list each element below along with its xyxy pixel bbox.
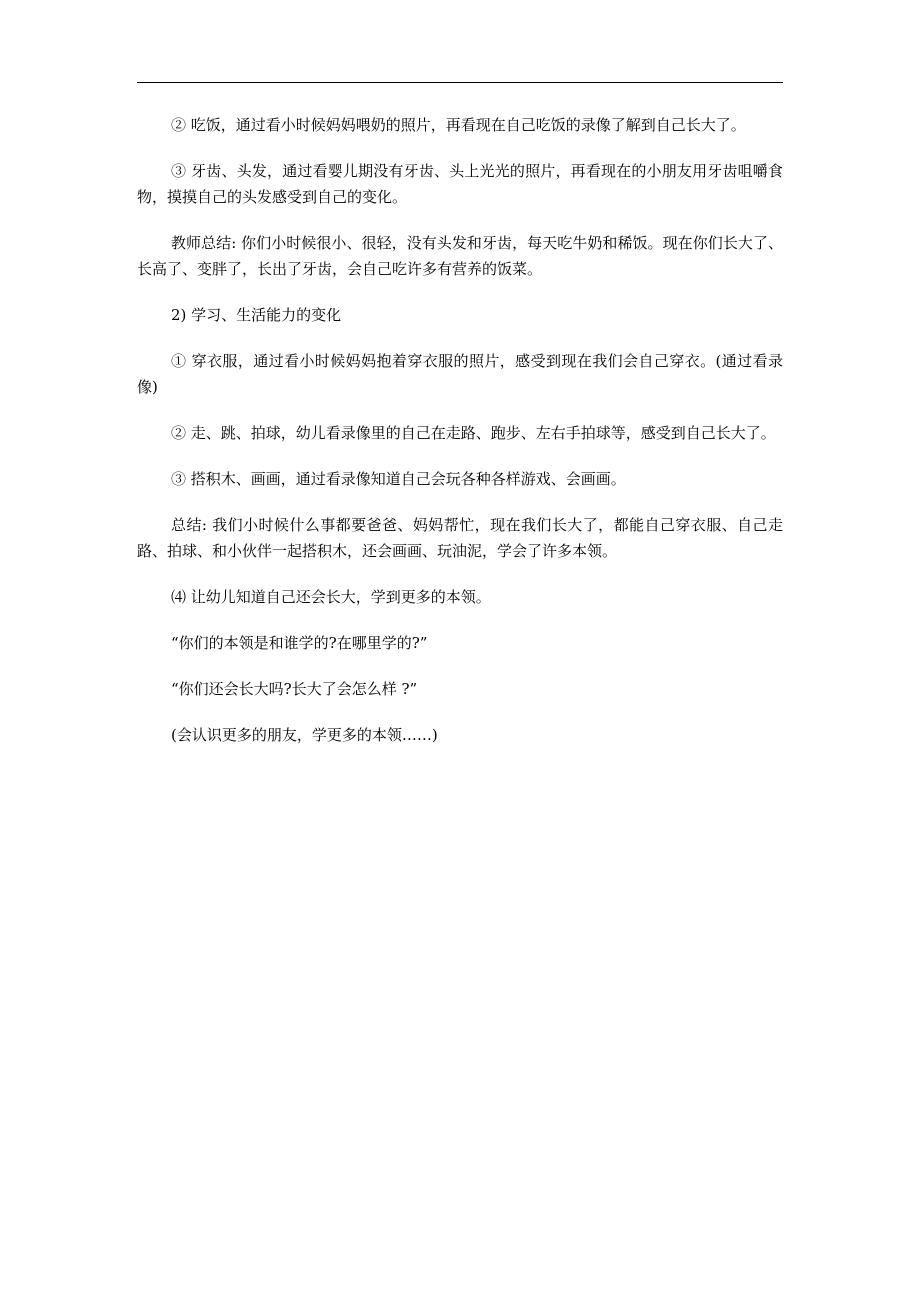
paragraph-blocks-drawing: ③ 搭积木、画画，通过看录像知道自己会玩各种各样游戏、会画画。 [171,470,626,488]
quote-who-taught: “你们的本领是和谁学的?在哪里学的?” [171,634,428,652]
quote-grow-up: “你们还会长大吗?长大了会怎么样 ?” [171,680,418,698]
paragraph-eating: ② 吃饭，通过看小时候妈妈喂奶的照片，再看现在自己吃饭的录像了解到自己长大了。 [171,116,746,134]
section-heading-abilities: 2) 学习、生活能力的变化 [171,306,342,324]
document-body [137,112,783,768]
paragraph-teacher-summary: 教师总结: 你们小时候很小、很轻，没有头发和牙齿，每天吃牛奶和稀饭。现在你们长大了、长高了、变胖了，长出了牙齿，会自己吃许多有营养的饭菜。 [137,234,783,278]
paragraph-summary: 总结: 我们小时候什么事都要爸爸、妈妈帮忙，现在我们长大了，都能自己穿衣服、自己走路、拍球、和小伙伴一起搭积木，还会画画、玩油泥，学会了许多本领。 [137,516,783,560]
paragraph-answer: (会认识更多的朋友，学更多的本领……) [171,726,438,744]
header-rule [137,82,783,83]
paragraph-teeth-hair: ③ 牙齿、头发，通过看婴儿期没有牙齿、头上光光的照片，再看现在的小朋友用牙齿咀嚼食物，摸摸自己的头发感受到自己的变化。 [137,162,783,206]
paragraph-dressing: ① 穿衣服，通过看小时候妈妈抱着穿衣服的照片，感受到现在我们会自己穿衣。(通过看录像) [137,352,783,396]
paragraph-keep-growing: ⑷ 让幼儿知道自己还会长大，学到更多的本领。 [171,588,491,606]
paragraph-walk-jump-ball: ② 走、跳、拍球，幼儿看录像里的自己在走路、跑步、左右手拍球等，感受到自己长大了。 [171,424,776,442]
